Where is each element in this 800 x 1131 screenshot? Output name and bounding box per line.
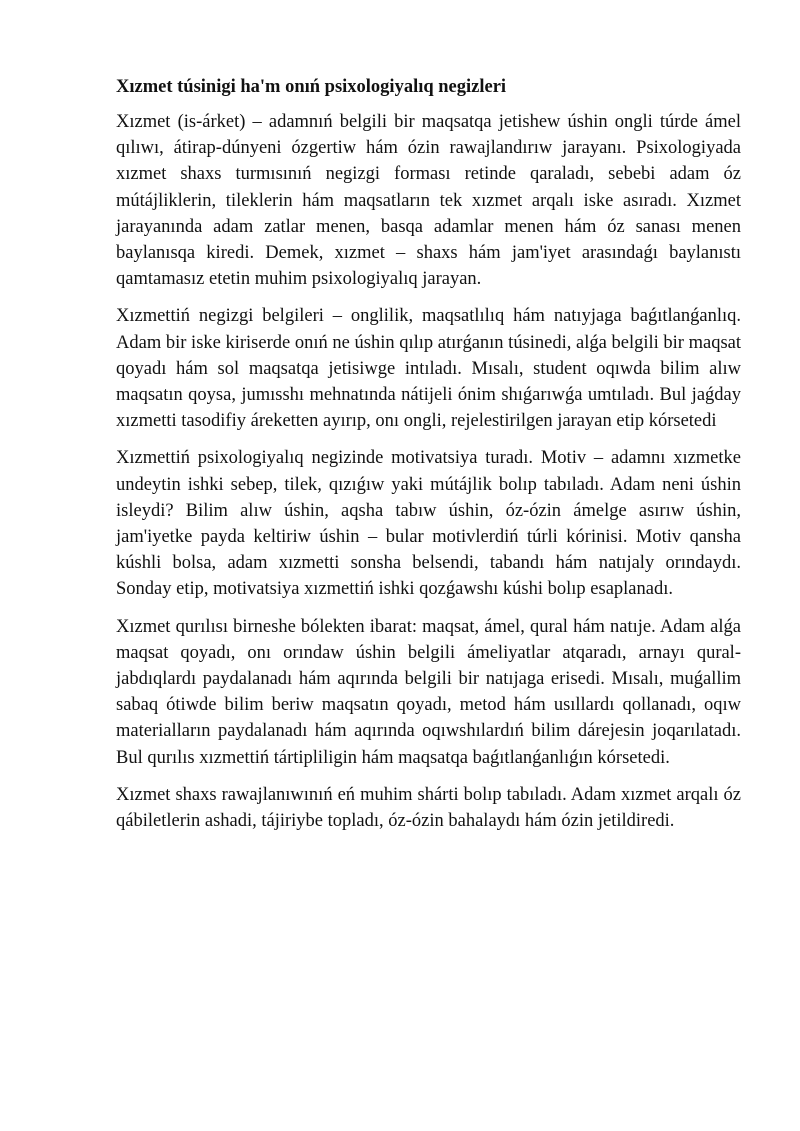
paragraph-motivation: Xızmettiń psixologiyalıq negizinde motivatsiya turadı. Motiv – adamnı xızmetke undeytin ishki sebep, tilek, qızıǵıw yaki mútájlik bolıp tabıladı. Adam neni úshin isleydi? Bilim alıw úshin, aqsha tabıw úshin, óz-ózin ámelge asırıw úshin, jam'iyetke payda keltiriw úshin – bular motivlerdiń túrli kórinisi. Motiv qansha kúshli bolsa, adam xızmetti sonsha belsendi, tabandı hám natıjaly orındaydı. Sonday etip, motivatsiya xızmettiń ishki qozǵawshı kúshi bolıp esaplanadı. — [116, 448, 741, 600]
paragraph-structure: Xızmet qurılısı birneshe bólekten ibarat: maqsat, ámel, qural hám natıje. Adam alǵa maqsat qoyadı, onı orındaw úshin belgili ámeliyatlar atqaradı, arnayı qural-jabdıqlardı paydalanadı hám aqırında belgili bir natıjaga erisedi. Mısalı, muǵallim sabaq ótiwde bilim beriw maqsatın qoyadı, metod hám usıllardı qollanadı, oqıw materialların paydalanadı hám aqırında oqıwshılardıń bilim dárejesin joqarılatadı. Bul qurılıs xızmettiń tártipliligin hám maqsatqa baǵıtlanǵanlıǵın kórsetedi. — [116, 616, 741, 768]
document-title: Xızmet túsinigi ha'm onıń psixologiyalıq negizleri — [116, 77, 507, 97]
paragraph-main-features: Xızmettiń negizgi belgileri – onglilik, maqsatlılıq hám natıyjaga baǵıtlanǵanlıq. Adam bir iske kiriserde onıń ne úshin qılıp atırǵanın túsinedi, alǵa belgili bir maqsat qoyadı hám sol maqsatqa jetisiwge intıladı. Mısalı, student oqıwda bilim alıw maqsatın qoysa, jumısshı mehnatında nátijeli ónim shıǵarıwǵa umtıladı. Bul jaǵday xızmetti tasodifiy áreketten ayırıp, onı ongli, rejelestirilgen jarayan etip kórsetedi — [116, 306, 741, 432]
document-page — [116, 74, 741, 845]
paragraph-development: Xızmet shaxs rawajlanıwınıń eń muhim shárti bolıp tabıladı. Adam xızmet arqalı óz qábiletlerin ashadi, tájiriybe topladı, óz-ózin bahalaydı hám ózin jetildiredi. — [116, 784, 741, 832]
paragraph-definition: Xızmet (is-árket) – adamnıń belgili bir maqsatqa jetishew úshin ongli túrde ámel qılıwı, átirap-dúnyeni ózgertiw hám ózin rawajlandırıw jarayanı. Psixologiyada xızmet shaxs turmısınıń negizgi forması retinde qaraladı, sebebi adam óz mútájliklerin, tileklerin hám maqsatların tek xızmet arqalı iske asıradı. Xızmet jarayanında adam zatlar menen, basqa adamlar menen hám óz sanası menen baylanısqa kiredi. Demek, xızmet – shaxs hám jam'iyet arasındaǵı baylanıstı qamtamasız etetin muhim psixologiyalıq jarayan. — [116, 112, 741, 290]
